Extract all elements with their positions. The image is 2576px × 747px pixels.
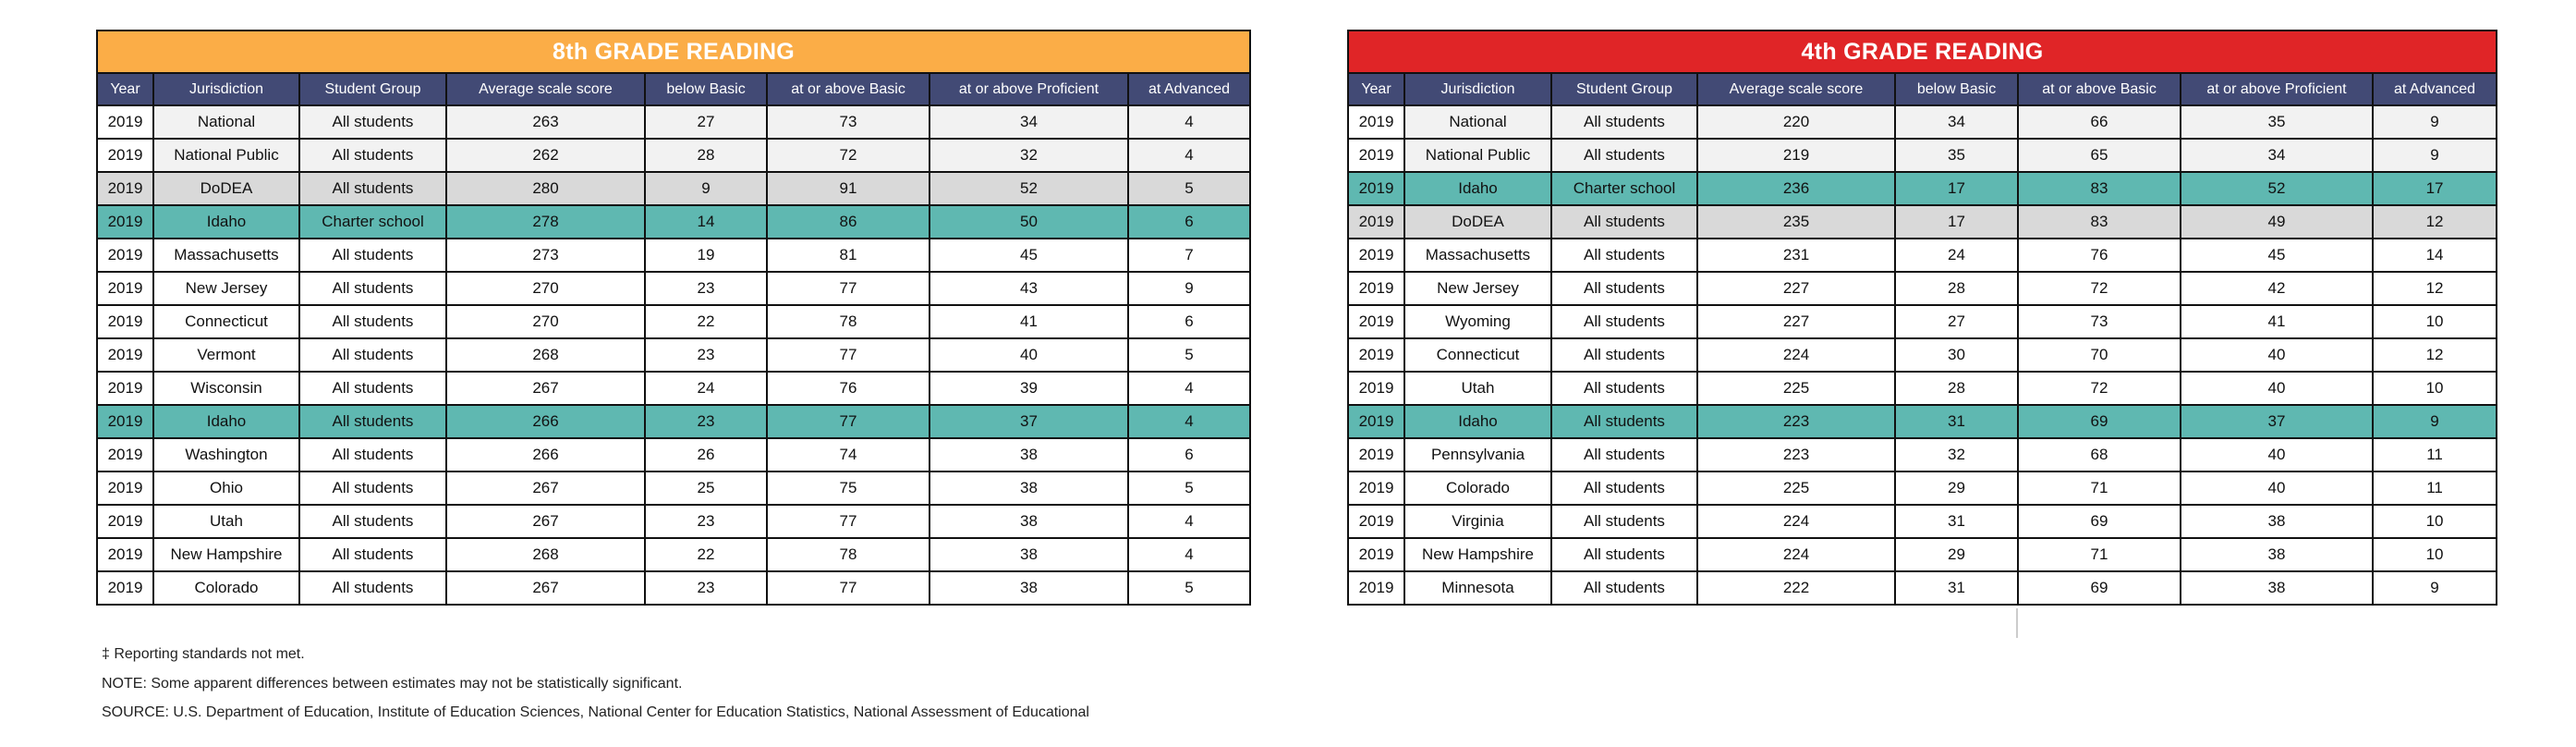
cell-student-group: All students (1551, 538, 1697, 571)
table-row (1348, 405, 2497, 438)
column-header-at-or-above-basic: at or above Basic (767, 73, 930, 105)
cell-jurisdiction: New Jersey (1404, 272, 1551, 305)
cell-student-group: All students (1551, 305, 1697, 338)
cell-at-or-above-basic: 83 (2018, 172, 2181, 205)
cell-student-group: All students (299, 105, 446, 139)
cell-at-or-above-basic: 77 (767, 505, 930, 538)
table-row (97, 272, 1250, 305)
cell-jurisdiction: Massachusetts (1404, 239, 1551, 272)
cell-average-scale-score: 224 (1697, 505, 1895, 538)
cell-jurisdiction: New Hampshire (1404, 538, 1551, 571)
cell-average-scale-score: 219 (1697, 139, 1895, 172)
cell-student-group: All students (299, 438, 446, 471)
cell-jurisdiction: Washington (153, 438, 299, 471)
cell-jurisdiction: National Public (153, 139, 299, 172)
cell-at-advanced: 17 (2373, 172, 2497, 205)
cell-at-advanced: 10 (2373, 538, 2497, 571)
table-row (1348, 538, 2497, 571)
table-row (1348, 205, 2497, 239)
table-row (97, 372, 1250, 405)
cell-student-group: Charter school (299, 205, 446, 239)
cell-year: 2019 (97, 538, 153, 571)
cell-average-scale-score: 267 (446, 372, 645, 405)
cell-year: 2019 (1348, 438, 1404, 471)
cell-year: 2019 (97, 338, 153, 372)
cell-average-scale-score: 224 (1697, 338, 1895, 372)
column-header-year: Year (97, 73, 153, 105)
cell-year: 2019 (1348, 205, 1404, 239)
footnote-standards: ‡ Reporting standards not met. (102, 646, 305, 662)
cell-at-or-above-proficient: 34 (2181, 139, 2373, 172)
cell-jurisdiction: Wyoming (1404, 305, 1551, 338)
footnote-note: NOTE: Some apparent differences between estimates may not be statistically significant. (102, 676, 683, 692)
cell-below-basic: 24 (645, 372, 767, 405)
divider-line (2016, 608, 2018, 638)
cell-jurisdiction: Colorado (153, 571, 299, 605)
cell-student-group: All students (1551, 471, 1697, 505)
cell-below-basic: 23 (645, 405, 767, 438)
cell-at-advanced: 5 (1128, 172, 1250, 205)
cell-year: 2019 (1348, 239, 1404, 272)
footnote-source: SOURCE: U.S. Department of Education, Institute of Education Sciences, National Center for Education Statistics, National Assessment of Educational (102, 704, 1089, 720)
cell-at-or-above-proficient: 34 (930, 105, 1128, 139)
cell-below-basic: 22 (645, 538, 767, 571)
cell-student-group: All students (299, 538, 446, 571)
cell-year: 2019 (1348, 505, 1404, 538)
cell-year: 2019 (97, 438, 153, 471)
cell-year: 2019 (1348, 405, 1404, 438)
cell-student-group: Charter school (1551, 172, 1697, 205)
cell-at-or-above-basic: 77 (767, 338, 930, 372)
cell-at-or-above-proficient: 38 (2181, 571, 2373, 605)
column-header-at-advanced: at Advanced (1128, 73, 1250, 105)
cell-below-basic: 23 (645, 338, 767, 372)
cell-below-basic: 35 (1895, 139, 2018, 172)
table-row (1348, 239, 2497, 272)
cell-at-or-above-proficient: 38 (2181, 538, 2373, 571)
cell-at-advanced: 7 (1128, 239, 1250, 272)
cell-at-or-above-basic: 83 (2018, 205, 2181, 239)
cell-student-group: All students (299, 471, 446, 505)
cell-at-or-above-basic: 68 (2018, 438, 2181, 471)
cell-jurisdiction: Virginia (1404, 505, 1551, 538)
cell-average-scale-score: 224 (1697, 538, 1895, 571)
cell-year: 2019 (1348, 538, 1404, 571)
cell-jurisdiction: Pennsylvania (1404, 438, 1551, 471)
cell-year: 2019 (1348, 139, 1404, 172)
cell-at-or-above-proficient: 38 (930, 438, 1128, 471)
cell-student-group: All students (299, 505, 446, 538)
cell-at-or-above-basic: 69 (2018, 405, 2181, 438)
cell-at-or-above-proficient: 41 (2181, 305, 2373, 338)
cell-average-scale-score: 220 (1697, 105, 1895, 139)
cell-at-or-above-basic: 71 (2018, 538, 2181, 571)
cell-student-group: All students (1551, 139, 1697, 172)
cell-student-group: All students (1551, 205, 1697, 239)
cell-at-advanced: 9 (1128, 272, 1250, 305)
cell-below-basic: 29 (1895, 538, 2018, 571)
cell-below-basic: 32 (1895, 438, 2018, 471)
cell-below-basic: 28 (645, 139, 767, 172)
cell-at-or-above-proficient: 39 (930, 372, 1128, 405)
table-row (1348, 372, 2497, 405)
cell-jurisdiction: Minnesota (1404, 571, 1551, 605)
cell-average-scale-score: 235 (1697, 205, 1895, 239)
table-row (97, 338, 1250, 372)
grade4-header-row (1348, 73, 2497, 105)
table-row (97, 571, 1250, 605)
cell-below-basic: 31 (1895, 405, 2018, 438)
cell-average-scale-score: 267 (446, 571, 645, 605)
cell-jurisdiction: Colorado (1404, 471, 1551, 505)
table-row (1348, 471, 2497, 505)
cell-at-or-above-proficient: 49 (2181, 205, 2373, 239)
cell-year: 2019 (97, 505, 153, 538)
cell-jurisdiction: DoDEA (153, 172, 299, 205)
table-row (97, 538, 1250, 571)
grade4-title: 4th GRADE READING (1348, 31, 2497, 73)
cell-at-or-above-proficient: 40 (2181, 372, 2373, 405)
grade8-header-row (97, 73, 1250, 105)
grade4-reading-table (1347, 30, 2497, 606)
cell-at-advanced: 4 (1128, 405, 1250, 438)
cell-at-or-above-basic: 73 (767, 105, 930, 139)
column-header-year: Year (1348, 73, 1404, 105)
cell-year: 2019 (97, 172, 153, 205)
cell-at-or-above-basic: 72 (2018, 372, 2181, 405)
cell-below-basic: 23 (645, 272, 767, 305)
cell-at-or-above-basic: 73 (2018, 305, 2181, 338)
table-row (97, 305, 1250, 338)
cell-at-advanced: 12 (2373, 338, 2497, 372)
cell-student-group: All students (1551, 438, 1697, 471)
cell-at-advanced: 4 (1128, 139, 1250, 172)
cell-at-or-above-proficient: 38 (930, 538, 1128, 571)
column-header-average-scale-score: Average scale score (446, 73, 645, 105)
cell-below-basic: 22 (645, 305, 767, 338)
cell-at-advanced: 9 (2373, 405, 2497, 438)
grade8-reading-table (96, 30, 1251, 606)
cell-average-scale-score: 223 (1697, 438, 1895, 471)
cell-at-advanced: 4 (1128, 505, 1250, 538)
cell-below-basic: 28 (1895, 372, 2018, 405)
cell-below-basic: 9 (645, 172, 767, 205)
cell-year: 2019 (97, 372, 153, 405)
cell-jurisdiction: New Jersey (153, 272, 299, 305)
cell-below-basic: 27 (645, 105, 767, 139)
cell-average-scale-score: 227 (1697, 305, 1895, 338)
cell-average-scale-score: 280 (446, 172, 645, 205)
cell-at-advanced: 5 (1128, 571, 1250, 605)
cell-jurisdiction: Utah (1404, 372, 1551, 405)
cell-year: 2019 (97, 405, 153, 438)
table-row (97, 471, 1250, 505)
cell-at-or-above-proficient: 40 (930, 338, 1128, 372)
cell-at-advanced: 6 (1128, 205, 1250, 239)
cell-student-group: All students (299, 372, 446, 405)
cell-below-basic: 28 (1895, 272, 2018, 305)
cell-student-group: All students (299, 172, 446, 205)
cell-student-group: All students (299, 338, 446, 372)
cell-average-scale-score: 270 (446, 305, 645, 338)
table-row (1348, 571, 2497, 605)
cell-at-or-above-proficient: 50 (930, 205, 1128, 239)
table-row (1348, 105, 2497, 139)
cell-average-scale-score: 236 (1697, 172, 1895, 205)
column-header-jurisdiction: Jurisdiction (1404, 73, 1551, 105)
cell-year: 2019 (1348, 105, 1404, 139)
cell-at-or-above-basic: 75 (767, 471, 930, 505)
cell-average-scale-score: 268 (446, 338, 645, 372)
cell-below-basic: 27 (1895, 305, 2018, 338)
table-row (97, 205, 1250, 239)
cell-student-group: All students (1551, 105, 1697, 139)
cell-at-advanced: 10 (2373, 305, 2497, 338)
cell-at-advanced: 6 (1128, 305, 1250, 338)
cell-at-advanced: 11 (2373, 438, 2497, 471)
cell-student-group: All students (299, 272, 446, 305)
grade8-body (97, 105, 1250, 605)
cell-below-basic: 17 (1895, 172, 2018, 205)
cell-at-advanced: 10 (2373, 372, 2497, 405)
table-row (1348, 438, 2497, 471)
cell-jurisdiction: Idaho (1404, 172, 1551, 205)
cell-at-advanced: 9 (2373, 571, 2497, 605)
cell-below-basic: 31 (1895, 571, 2018, 605)
cell-below-basic: 23 (645, 505, 767, 538)
cell-student-group: All students (299, 405, 446, 438)
cell-average-scale-score: 225 (1697, 471, 1895, 505)
cell-at-or-above-basic: 91 (767, 172, 930, 205)
cell-jurisdiction: Idaho (153, 205, 299, 239)
column-header-below-basic: below Basic (1895, 73, 2018, 105)
cell-year: 2019 (1348, 471, 1404, 505)
cell-year: 2019 (97, 205, 153, 239)
cell-at-advanced: 5 (1128, 471, 1250, 505)
cell-at-or-above-basic: 66 (2018, 105, 2181, 139)
cell-average-scale-score: 268 (446, 538, 645, 571)
cell-average-scale-score: 223 (1697, 405, 1895, 438)
cell-average-scale-score: 266 (446, 405, 645, 438)
cell-student-group: All students (299, 139, 446, 172)
cell-at-advanced: 12 (2373, 272, 2497, 305)
table-row (1348, 272, 2497, 305)
cell-average-scale-score: 270 (446, 272, 645, 305)
cell-student-group: All students (1551, 272, 1697, 305)
cell-at-or-above-proficient: 52 (2181, 172, 2373, 205)
cell-year: 2019 (97, 571, 153, 605)
cell-year: 2019 (97, 139, 153, 172)
cell-average-scale-score: 225 (1697, 372, 1895, 405)
column-header-jurisdiction: Jurisdiction (153, 73, 299, 105)
cell-at-or-above-basic: 77 (767, 571, 930, 605)
grade8-title: 8th GRADE READING (97, 31, 1250, 73)
cell-at-or-above-basic: 65 (2018, 139, 2181, 172)
cell-jurisdiction: Connecticut (153, 305, 299, 338)
cell-at-or-above-proficient: 41 (930, 305, 1128, 338)
table-row (1348, 505, 2497, 538)
cell-student-group: All students (1551, 338, 1697, 372)
cell-jurisdiction: Wisconsin (153, 372, 299, 405)
cell-at-or-above-basic: 69 (2018, 571, 2181, 605)
cell-at-or-above-basic: 69 (2018, 505, 2181, 538)
cell-at-or-above-proficient: 52 (930, 172, 1128, 205)
cell-below-basic: 34 (1895, 105, 2018, 139)
cell-jurisdiction: Vermont (153, 338, 299, 372)
cell-at-advanced: 9 (2373, 105, 2497, 139)
cell-year: 2019 (97, 305, 153, 338)
cell-at-or-above-proficient: 40 (2181, 438, 2373, 471)
cell-at-or-above-proficient: 35 (2181, 105, 2373, 139)
cell-jurisdiction: Ohio (153, 471, 299, 505)
cell-average-scale-score: 227 (1697, 272, 1895, 305)
table-row (97, 105, 1250, 139)
cell-at-advanced: 4 (1128, 538, 1250, 571)
column-header-below-basic: below Basic (645, 73, 767, 105)
cell-at-or-above-proficient: 40 (2181, 471, 2373, 505)
cell-at-or-above-basic: 76 (2018, 239, 2181, 272)
table-row (97, 405, 1250, 438)
cell-at-or-above-proficient: 45 (930, 239, 1128, 272)
cell-at-advanced: 4 (1128, 372, 1250, 405)
cell-jurisdiction: Connecticut (1404, 338, 1551, 372)
cell-at-or-above-basic: 70 (2018, 338, 2181, 372)
cell-below-basic: 31 (1895, 505, 2018, 538)
cell-at-advanced: 5 (1128, 338, 1250, 372)
cell-at-or-above-proficient: 38 (930, 471, 1128, 505)
table-row (97, 172, 1250, 205)
cell-at-or-above-proficient: 32 (930, 139, 1128, 172)
cell-average-scale-score: 262 (446, 139, 645, 172)
cell-at-or-above-basic: 77 (767, 405, 930, 438)
cell-at-or-above-basic: 72 (2018, 272, 2181, 305)
cell-jurisdiction: National (1404, 105, 1551, 139)
cell-below-basic: 19 (645, 239, 767, 272)
cell-jurisdiction: New Hampshire (153, 538, 299, 571)
cell-at-or-above-basic: 81 (767, 239, 930, 272)
cell-at-or-above-proficient: 38 (2181, 505, 2373, 538)
cell-at-or-above-basic: 74 (767, 438, 930, 471)
cell-year: 2019 (97, 272, 153, 305)
cell-jurisdiction: Massachusetts (153, 239, 299, 272)
cell-below-basic: 23 (645, 571, 767, 605)
cell-student-group: All students (299, 571, 446, 605)
cell-below-basic: 30 (1895, 338, 2018, 372)
cell-at-advanced: 6 (1128, 438, 1250, 471)
cell-at-advanced: 11 (2373, 471, 2497, 505)
column-header-at-or-above-proficient: at or above Proficient (2181, 73, 2373, 105)
cell-year: 2019 (1348, 305, 1404, 338)
cell-below-basic: 17 (1895, 205, 2018, 239)
cell-average-scale-score: 267 (446, 505, 645, 538)
cell-student-group: All students (299, 239, 446, 272)
cell-at-or-above-proficient: 42 (2181, 272, 2373, 305)
cell-at-or-above-basic: 71 (2018, 471, 2181, 505)
cell-at-advanced: 14 (2373, 239, 2497, 272)
table-row (1348, 139, 2497, 172)
cell-at-advanced: 9 (2373, 139, 2497, 172)
cell-average-scale-score: 231 (1697, 239, 1895, 272)
cell-at-or-above-proficient: 38 (930, 505, 1128, 538)
cell-student-group: All students (1551, 571, 1697, 605)
cell-below-basic: 29 (1895, 471, 2018, 505)
cell-year: 2019 (1348, 338, 1404, 372)
column-header-student-group: Student Group (1551, 73, 1697, 105)
table-row (1348, 305, 2497, 338)
table-row (97, 438, 1250, 471)
cell-year: 2019 (1348, 571, 1404, 605)
column-header-average-scale-score: Average scale score (1697, 73, 1895, 105)
column-header-at-or-above-proficient: at or above Proficient (930, 73, 1128, 105)
cell-year: 2019 (1348, 272, 1404, 305)
cell-jurisdiction: Utah (153, 505, 299, 538)
cell-jurisdiction: National (153, 105, 299, 139)
cell-at-or-above-proficient: 40 (2181, 338, 2373, 372)
cell-average-scale-score: 266 (446, 438, 645, 471)
cell-jurisdiction: National Public (1404, 139, 1551, 172)
cell-average-scale-score: 273 (446, 239, 645, 272)
cell-year: 2019 (1348, 372, 1404, 405)
column-header-at-or-above-basic: at or above Basic (2018, 73, 2181, 105)
cell-below-basic: 14 (645, 205, 767, 239)
cell-at-or-above-proficient: 37 (930, 405, 1128, 438)
cell-below-basic: 25 (645, 471, 767, 505)
cell-year: 2019 (97, 471, 153, 505)
cell-student-group: All students (1551, 405, 1697, 438)
cell-at-or-above-proficient: 38 (930, 571, 1128, 605)
cell-at-advanced: 4 (1128, 105, 1250, 139)
cell-below-basic: 24 (1895, 239, 2018, 272)
cell-average-scale-score: 222 (1697, 571, 1895, 605)
cell-jurisdiction: Idaho (153, 405, 299, 438)
table-row (97, 139, 1250, 172)
cell-at-or-above-basic: 86 (767, 205, 930, 239)
cell-at-or-above-basic: 72 (767, 139, 930, 172)
cell-at-or-above-basic: 78 (767, 538, 930, 571)
cell-at-or-above-basic: 77 (767, 272, 930, 305)
cell-at-or-above-proficient: 45 (2181, 239, 2373, 272)
grade4-body (1348, 105, 2497, 605)
cell-student-group: All students (299, 305, 446, 338)
cell-average-scale-score: 263 (446, 105, 645, 139)
cell-at-or-above-proficient: 37 (2181, 405, 2373, 438)
table-row (1348, 338, 2497, 372)
cell-below-basic: 26 (645, 438, 767, 471)
cell-at-advanced: 12 (2373, 205, 2497, 239)
column-header-at-advanced: at Advanced (2373, 73, 2497, 105)
cell-at-or-above-basic: 76 (767, 372, 930, 405)
cell-year: 2019 (97, 105, 153, 139)
table-row (97, 505, 1250, 538)
table-row (97, 239, 1250, 272)
cell-year: 2019 (1348, 172, 1404, 205)
cell-jurisdiction: Idaho (1404, 405, 1551, 438)
cell-at-advanced: 10 (2373, 505, 2497, 538)
cell-average-scale-score: 278 (446, 205, 645, 239)
cell-average-scale-score: 267 (446, 471, 645, 505)
cell-at-or-above-basic: 78 (767, 305, 930, 338)
column-header-student-group: Student Group (299, 73, 446, 105)
cell-year: 2019 (97, 239, 153, 272)
cell-jurisdiction: DoDEA (1404, 205, 1551, 239)
cell-student-group: All students (1551, 505, 1697, 538)
cell-student-group: All students (1551, 239, 1697, 272)
table-row (1348, 172, 2497, 205)
cell-student-group: All students (1551, 372, 1697, 405)
cell-at-or-above-proficient: 43 (930, 272, 1128, 305)
